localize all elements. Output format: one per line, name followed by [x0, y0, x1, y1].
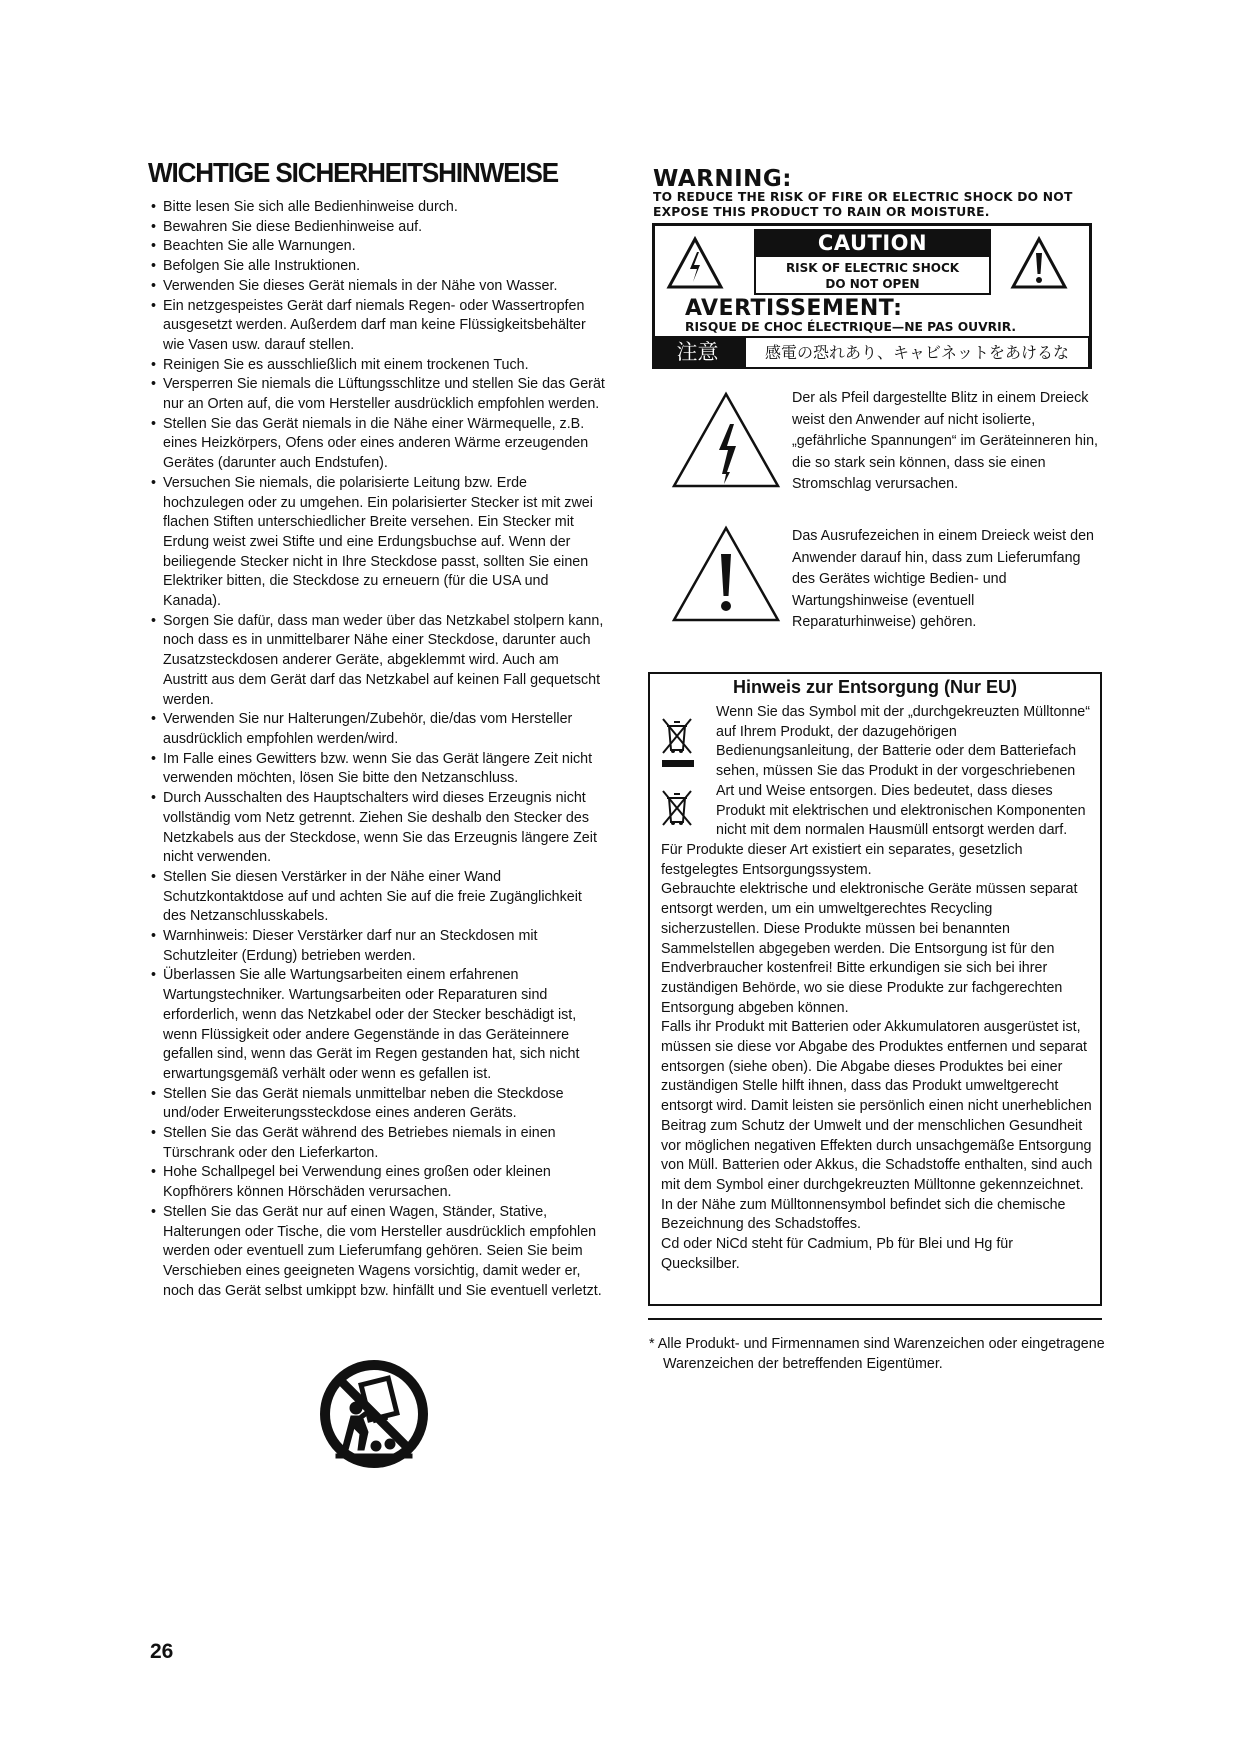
crossed-out-bin-icon — [660, 788, 694, 828]
caution-line-2: DO NOT OPEN — [825, 277, 920, 291]
exclamation-triangle-icon — [670, 524, 782, 624]
lightning-symbol-explanation: Der als Pfeil dargestellte Blitz in einem Dreieck weist den Anwender auf nicht isolierte, „gefährliche Spannungen“ im Geräteinneren hin, die so stark sein können, dass sie einen Stromschlag verursachen. — [792, 390, 1098, 492]
small-exclamation-triangle-icon — [1010, 236, 1068, 290]
safety-instruction-item: • Überlassen Sie alle Wartungsarbeiten einem erfahrenen Wartungstechniker. Wartungsarbeiten oder Reparaturen sind erforderlich, wenn das Netzkabel oder der Stecker beschädigt ist, wenn Flüssigkeit oder andere Gegenstände in das Geräteinnere gefallen sind, wenn das Gerät im Regen gestanden hat, sich nicht erwartungsgemäß verhält oder wenn es gefallen ist. — [150, 966, 605, 1084]
cart-tip-over-warning-icon — [318, 1358, 430, 1470]
safety-instruction-item: • Stellen Sie das Gerät niemals in die Nähe einer Wärmequelle, z.B. eines Heizkörpers, Ofens oder eines anderen Wärme erzeugenden Gerätes (darunter auch Endstufen). — [150, 415, 605, 474]
safety-instruction-item: • Hohe Schallpegel bei Verwendung eines großen oder kleinen Kopfhörers können Hörschäden verursachen. — [150, 1163, 605, 1202]
warning-text: TO REDUCE THE RISK OF FIRE OR ELECTRIC SHOCK DO NOT EXPOSE THIS PRODUCT TO RAIN OR MOISTURE. — [653, 190, 1073, 219]
safety-instruction-item: • Stellen Sie das Gerät nur auf einen Wagen, Ständer, Stative, Halterungen oder Tische, die vom Hersteller ausdrücklich empfohlen werden oder eventuell zum Lieferumfang gehören. Seien Sie beim Verschieben eines geeigneten Wagens vorsichtig, damit weder er, noch das Gerät selbst umkippt bzw. hinfällt und Sie eventuell verletzt. — [150, 1203, 605, 1302]
safety-instruction-item: • Versuchen Sie niemals, die polarisierte Leitung bzw. Erde hochzulegen oder zu umgehen. Ein polarisierter Stecker ist mit zwei flachen Stiften unterschiedlicher Breite versehen. Ein Stecker mit Erdung weist zwei Stifte und eine Erdungsbuchse auf. Wenn der beiliegende Stecker nicht in Ihre Steckdose passt, sollten Sie einen Elektriker bitten, die Steckdose zu erneuern (für die USA und Kanada). — [150, 474, 605, 612]
safety-instruction-item: • Sorgen Sie dafür, dass man weder über das Netzkabel stolpern kann, noch dass es in unmittelbarer Nähe einer Steckdose, darunter auch Zusatzsteckdosen anderer Geräte, abgeklemmt wird. Auch am Austritt aus dem Gerät darf das Netzkabel auf keinen Fall gequetscht werden. — [150, 612, 605, 711]
crossed-out-bin-icon — [660, 716, 694, 756]
caution-subtext — [754, 257, 991, 295]
safety-instruction-item: • Stellen Sie diesen Verstärker in der Nähe einer Wand Schutzkontaktdose auf und achten Sie auf die freie Zugänglichkeit des Netzanschlusskabels. — [150, 868, 605, 927]
japanese-warning-text: 感電の恐れあり、キャビネットをあけるな — [746, 338, 1088, 367]
page-title: WICHTIGE SICHERHEITSHINWEISE — [148, 157, 559, 188]
caution-banner: CAUTION — [754, 229, 991, 257]
disposal-paragraph: Falls ihr Produkt mit Batterien oder Akkumulatoren ausgerüstet ist, müssen sie diese vor Abgabe des Produktes entfernen und separat entsorgen (siehe oben). Die Abgabe dieses Produktes bei einer zuständigen Stelle hilft ihnen, dass das Produkt umweltgerecht entsorgt wird. Damit leisten sie persönlich einen nicht unerheblichen Beitrag zum Schutz der Umwelt und der menschlichen Gesundheit vor möglichen negativen Effekten durch unsachgemäße Entsorgung von Müll. Batterien oder Akkus, die Schadstoffe enthalten, sind auch mit dem Symbol einer durchgekreuzten Mülltonne gekennzeichnet. In der Nähe zum Mülltonnensymbol befindet sich die chemische Bezeichnung des Schadstoffes. — [661, 1019, 1093, 1233]
small-lightning-triangle-icon — [666, 236, 724, 290]
safety-instruction-item: • Bewahren Sie diese Bedienhinweise auf. — [150, 218, 605, 238]
caution-line-1: RISK OF ELECTRIC SHOCK — [785, 261, 960, 275]
exclamation-symbol-explanation: Das Ausrufezeichen in einem Dreieck weist den Anwender darauf hin, dass zum Lieferumfang des Gerätes wichtige Bedien- und Wartungshinweise (eventuell Reparaturhinweise) gehören. — [792, 528, 1094, 630]
bin-underline-bar — [662, 760, 694, 767]
safety-instruction-item: • Stellen Sie das Gerät während des Betriebes niemals in einen Türschrank oder den Lieferkarton. — [150, 1124, 605, 1163]
safety-instruction-item: • Beachten Sie alle Warnungen. — [150, 237, 605, 257]
disposal-paragraph: Cd oder NiCd steht für Cadmium, Pb für Blei und Hg für Quecksilber. — [661, 1236, 1014, 1272]
footnote-divider — [648, 1318, 1102, 1320]
avertissement-title: AVERTISSEMENT: — [685, 296, 903, 321]
disposal-body — [661, 841, 1093, 1274]
trademark-footnote: * Alle Produkt- und Firmennamen sind Warenzeichen oder eingetragene Warenzeichen der betreffenden Eigentümer. — [649, 1336, 1105, 1372]
disposal-paragraph: Gebrauchte elektrische und elektronische Geräte müssen separat entsorgt werden, um ein umweltgerechtes Recycling sicherzustellen. Diese Produkte müssen bei benannten Sammelstellen abgegeben werden. Die Entsorgung ist für den Endverbraucher kostenfrei! Bitte erkundigen sie sich bei ihrer zuständigen Behörde, wo sie diese Produkte zur fachgerechten Entsorgung abgeben können. — [661, 881, 1078, 1016]
disposal-title: Hinweis zur Entsorgung (Nur EU) — [732, 677, 1017, 697]
safety-instructions-list — [150, 198, 605, 1301]
disposal-intro-text: Wenn Sie das Symbol mit der „durchgekreuzten Mülltonne“ auf Ihrem Produkt, der dazugehörigen Bedienungsanleitung, der Batterie oder dem Batteriefach sehen, müssen Sie das Produkt in der vorgeschriebenen Art und Weise entsorgen. Dies bedeutet, dass dieses Produkt mit elektrischen und elektronischen Komponenten nicht mit dem normalen Hausmüll entsorgt werden darf. — [716, 704, 1091, 839]
avertissement-text: RISQUE DE CHOC ÉLECTRIQUE—NE PAS OUVRIR. — [685, 320, 1017, 334]
disposal-paragraph: Für Produkte dieser Art existiert ein separates, gesetzlich festgelegtes Entsorgungssystem. — [661, 842, 1023, 878]
warning-title: WARNING: — [653, 166, 792, 192]
lightning-bolt-triangle-icon — [670, 390, 782, 490]
safety-instruction-item: • Befolgen Sie alle Instruktionen. — [150, 257, 605, 277]
safety-instruction-item: • Verwenden Sie dieses Gerät niemals in der Nähe von Wasser. — [150, 277, 605, 297]
safety-instruction-item: • Versperren Sie niemals die Lüftungsschlitze und stellen Sie das Gerät nur an Orten auf, die vom Hersteller ausdrücklich empfohlen werden. — [150, 375, 605, 414]
safety-instruction-item: • Stellen Sie das Gerät niemals unmittelbar neben die Steckdose und/oder Erweiterungssteckdose eines anderen Geräts. — [150, 1085, 605, 1124]
safety-instruction-item: • Reinigen Sie es ausschließlich mit einem trockenen Tuch. — [150, 356, 605, 376]
page-number: 26 — [150, 1640, 174, 1663]
safety-instruction-item: • Bitte lesen Sie sich alle Bedienhinweise durch. — [150, 198, 605, 218]
japanese-caution-label: 注意 — [676, 340, 719, 364]
safety-instruction-item: • Im Falle eines Gewitters bzw. wenn Sie das Gerät längere Zeit nicht verwenden möchten, lösen Sie bitte den Netzanschluss. — [150, 750, 605, 789]
safety-instruction-item: • Durch Ausschalten des Hauptschalters wird dieses Erzeugnis nicht vollständig vom Netz getrennt. Ziehen Sie deshalb den Stecker des Netzkabels aus der Steckdose, wenn Sie das Erzeugnis längere Zeit nicht verwenden. — [150, 789, 605, 868]
safety-instruction-item: • Verwenden Sie nur Halterungen/Zubehör, die/das vom Hersteller ausdrücklich empfohlen werden/wird. — [150, 710, 605, 749]
safety-instruction-item: • Warnhinweis: Dieser Verstärker darf nur an Steckdosen mit Schutzleiter (Erdung) betrieben werden. — [150, 927, 605, 966]
safety-instruction-item: • Ein netzgespeistes Gerät darf niemals Regen- oder Wassertropfen ausgesetzt werden. Außerdem darf man keine Flüssigkeitsbehälter wie Vasen usw. darauf stellen. — [150, 297, 605, 356]
